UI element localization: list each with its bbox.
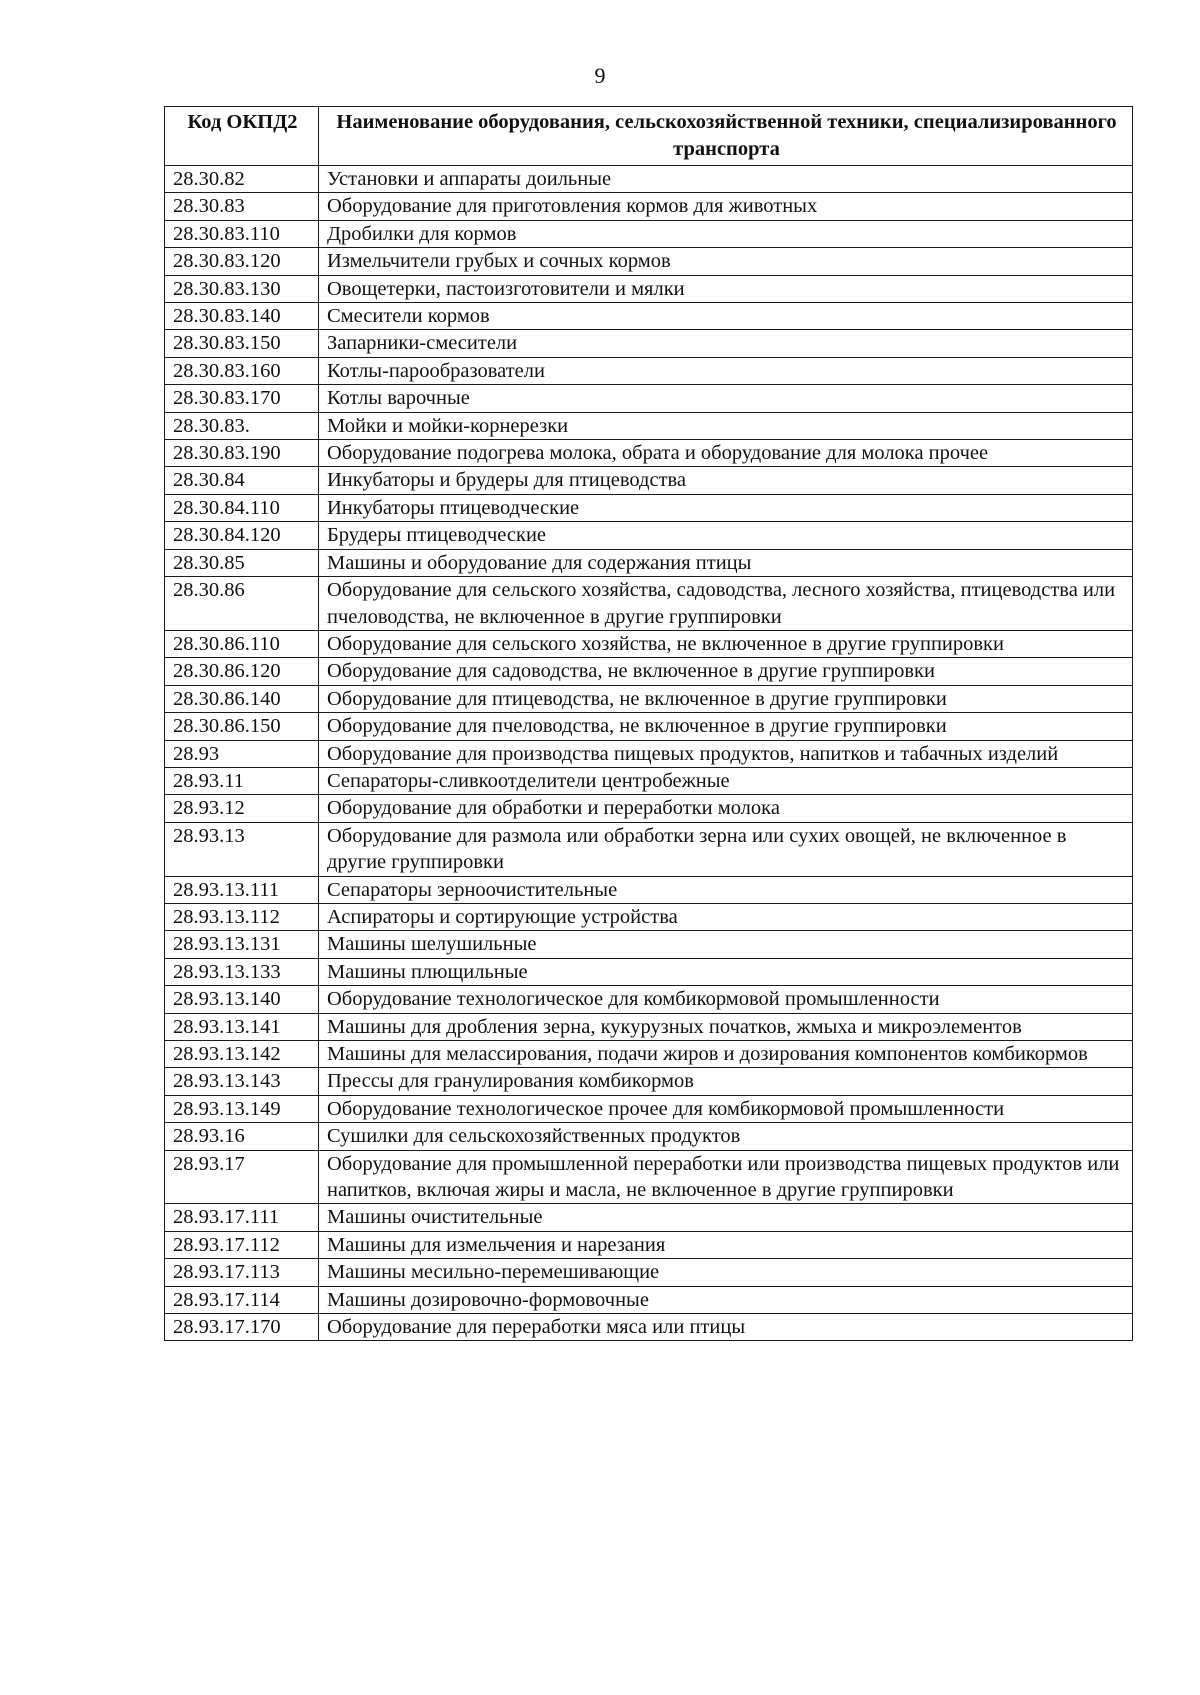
row-code: 28.93.13.111 — [165, 876, 319, 903]
table-row — [165, 931, 1133, 958]
row-name: Котлы варочные — [319, 385, 1133, 412]
row-code: 28.30.86 — [165, 577, 319, 631]
row-name: Машины для измельчения и нарезания — [319, 1231, 1133, 1258]
row-name: Машины и оборудование для содержания птицы — [319, 549, 1133, 576]
header-name: Наименование оборудования, сельскохозяйственной техники, специализированного транспорта — [319, 107, 1133, 166]
row-name: Машины дозировочно-формовочные — [319, 1286, 1133, 1313]
row-name: Инкубаторы и брудеры для птицеводства — [319, 467, 1133, 494]
row-name: Оборудование технологическое для комбикормовой промышленности — [319, 986, 1133, 1013]
row-name: Оборудование для птицеводства, не включенное в другие группировки — [319, 685, 1133, 712]
row-code: 28.93.17.111 — [165, 1204, 319, 1231]
table-row — [165, 1123, 1133, 1150]
row-name: Аспираторы и сортирующие устройства — [319, 903, 1133, 930]
row-code: 28.30.83.120 — [165, 248, 319, 275]
row-name: Оборудование для сельского хозяйства, садоводства, лесного хозяйства, птицеводства или пчеловодства, не включенное в другие группировки — [319, 577, 1133, 631]
row-name: Оборудование технологическое прочее для комбикормовой промышленности — [319, 1095, 1133, 1122]
table-row — [165, 767, 1133, 794]
row-code: 28.30.84.120 — [165, 522, 319, 549]
row-code: 28.30.86.140 — [165, 685, 319, 712]
row-code: 28.93.13.142 — [165, 1041, 319, 1068]
row-name: Оборудование для переработки мяса или птицы — [319, 1314, 1133, 1341]
row-code: 28.93.17.114 — [165, 1286, 319, 1313]
row-name: Машины для мелассирования, подачи жиров и дозирования компонентов комбикормов — [319, 1041, 1133, 1068]
row-name: Оборудование для сельского хозяйства, не включенное в другие группировки — [319, 630, 1133, 657]
row-code: 28.93.13 — [165, 822, 319, 876]
table-row — [165, 876, 1133, 903]
header-row — [165, 107, 1133, 166]
row-code: 28.30.83.170 — [165, 385, 319, 412]
row-code: 28.93.17 — [165, 1150, 319, 1204]
row-name: Запарники-смесители — [319, 330, 1133, 357]
row-code: 28.30.84 — [165, 467, 319, 494]
row-name: Оборудование для садоводства, не включенное в другие группировки — [319, 658, 1133, 685]
row-name: Овощетерки, пастоизготовители и мялки — [319, 275, 1133, 302]
row-name: Котлы-парообразователи — [319, 357, 1133, 384]
row-name: Оборудование для промышленной переработки или производства пищевых продуктов или напитков, включая жиры и масла, не включенное в другие группировки — [319, 1150, 1133, 1204]
table-row — [165, 1013, 1133, 1040]
header-code: Код ОКПД2 — [165, 107, 319, 166]
table-row — [165, 385, 1133, 412]
table-row — [165, 713, 1133, 740]
row-code: 28.30.86.110 — [165, 630, 319, 657]
table-row — [165, 193, 1133, 220]
row-name: Мойки и мойки-корнерезки — [319, 412, 1133, 439]
table-row — [165, 357, 1133, 384]
row-name: Оборудование для производства пищевых продуктов, напитков и табачных изделий — [319, 740, 1133, 767]
row-code: 28.93.13.112 — [165, 903, 319, 930]
table-row — [165, 549, 1133, 576]
table-row — [165, 1259, 1133, 1286]
row-code: 28.93.13.149 — [165, 1095, 319, 1122]
table-row — [165, 1204, 1133, 1231]
table-row — [165, 248, 1133, 275]
table-row — [165, 440, 1133, 467]
table-row — [165, 903, 1133, 930]
table-row — [165, 1068, 1133, 1095]
row-code: 28.93.17.113 — [165, 1259, 319, 1286]
table-row — [165, 275, 1133, 302]
table-header — [165, 107, 1133, 166]
equipment-table — [164, 106, 1133, 1341]
row-name: Машины плющильные — [319, 958, 1133, 985]
table-row — [165, 412, 1133, 439]
row-code: 28.30.84.110 — [165, 494, 319, 521]
row-code: 28.30.83.130 — [165, 275, 319, 302]
row-name: Установки и аппараты доильные — [319, 166, 1133, 193]
row-code: 28.93.13.131 — [165, 931, 319, 958]
row-code: 28.93.11 — [165, 767, 319, 794]
table-row — [165, 822, 1133, 876]
row-name: Оборудование для приготовления кормов для животных — [319, 193, 1133, 220]
row-code: 28.93.13.141 — [165, 1013, 319, 1040]
row-name: Оборудование для размола или обработки зерна или сухих овощей, не включенное в другие группировки — [319, 822, 1133, 876]
table-row — [165, 467, 1133, 494]
row-name: Машины очистительные — [319, 1204, 1133, 1231]
row-code: 28.30.85 — [165, 549, 319, 576]
row-code: 28.30.83 — [165, 193, 319, 220]
table-row — [165, 494, 1133, 521]
row-code: 28.93.16 — [165, 1123, 319, 1150]
row-code: 28.30.86.150 — [165, 713, 319, 740]
row-name: Инкубаторы птицеводческие — [319, 494, 1133, 521]
table-row — [165, 1314, 1133, 1341]
table-row — [165, 577, 1133, 631]
row-code: 28.93.12 — [165, 795, 319, 822]
row-name: Прессы для гранулирования комбикормов — [319, 1068, 1133, 1095]
row-code: 28.30.83.110 — [165, 220, 319, 247]
row-code: 28.93.17.112 — [165, 1231, 319, 1258]
row-name: Машины месильно-перемешивающие — [319, 1259, 1133, 1286]
row-code: 28.93.17.170 — [165, 1314, 319, 1341]
table-row — [165, 740, 1133, 767]
row-name: Смесители кормов — [319, 303, 1133, 330]
row-name: Оборудование подогрева молока, обрата и оборудование для молока прочее — [319, 440, 1133, 467]
row-name: Сепараторы-сливкоотделители центробежные — [319, 767, 1133, 794]
table-row — [165, 658, 1133, 685]
row-code: 28.30.82 — [165, 166, 319, 193]
row-code: 28.93.13.143 — [165, 1068, 319, 1095]
table-row — [165, 986, 1133, 1013]
row-code: 28.93.13.133 — [165, 958, 319, 985]
page-number: 9 — [594, 63, 606, 88]
row-code: 28.30.83.150 — [165, 330, 319, 357]
table-row — [165, 1150, 1133, 1204]
row-name: Брудеры птицеводческие — [319, 522, 1133, 549]
row-code: 28.30.83.190 — [165, 440, 319, 467]
row-name: Оборудование для обработки и переработки молока — [319, 795, 1133, 822]
table-row — [165, 303, 1133, 330]
row-code: 28.30.86.120 — [165, 658, 319, 685]
table-row — [165, 522, 1133, 549]
table-row — [165, 795, 1133, 822]
table-row — [165, 1286, 1133, 1313]
row-code: 28.30.83. — [165, 412, 319, 439]
table-row — [165, 220, 1133, 247]
table-row — [165, 685, 1133, 712]
table-row — [165, 1041, 1133, 1068]
row-code: 28.30.83.140 — [165, 303, 319, 330]
table-row — [165, 630, 1133, 657]
table-row — [165, 166, 1133, 193]
row-code: 28.93 — [165, 740, 319, 767]
table-row — [165, 958, 1133, 985]
row-name: Оборудование для пчеловодства, не включенное в другие группировки — [319, 713, 1133, 740]
row-name: Измельчители грубых и сочных кормов — [319, 248, 1133, 275]
row-name: Сепараторы зерноочистительные — [319, 876, 1133, 903]
row-name: Машины для дробления зерна, кукурузных початков, жмыха и микроэлементов — [319, 1013, 1133, 1040]
row-name: Машины шелушильные — [319, 931, 1133, 958]
table-row — [165, 330, 1133, 357]
row-code: 28.30.83.160 — [165, 357, 319, 384]
table-row — [165, 1231, 1133, 1258]
table-row — [165, 1095, 1133, 1122]
row-code: 28.93.13.140 — [165, 986, 319, 1013]
table-body — [165, 166, 1133, 1341]
row-name: Сушилки для сельскохозяйственных продуктов — [319, 1123, 1133, 1150]
row-name: Дробилки для кормов — [319, 220, 1133, 247]
